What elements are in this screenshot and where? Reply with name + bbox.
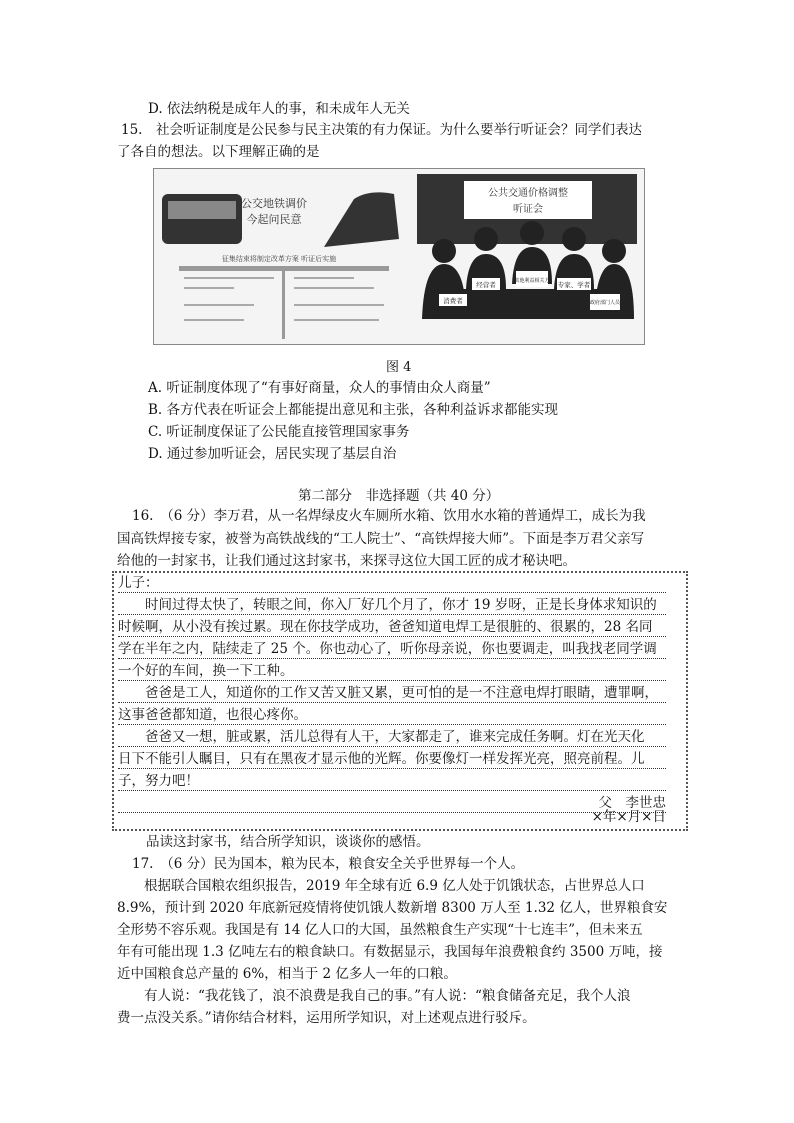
q16-prompt: 品读这封家书，结合所学知识，谈谈你的感悟。 <box>146 834 430 850</box>
label-operator: 经营者 <box>476 281 496 289</box>
figure-left-title: 公交地铁调价 <box>241 197 307 210</box>
train-icon <box>324 192 399 247</box>
label-consumer: 消费者 <box>443 297 463 305</box>
letter-line: 时间过得太快了，转眼之间，你入厂好几个月了，你才 19 岁呀，正是长身体求知识的 <box>118 596 666 615</box>
hearing-illustration <box>154 169 644 344</box>
figure-4 <box>153 168 645 345</box>
figure-right-title: 公共交通价格调整 <box>488 188 568 199</box>
q15-stem: 了各自的想法。以下理解正确的是 <box>117 144 320 160</box>
letter-line: 时候啊，从小没有挨过累。现在你技学成功，爸爸知道电焊工是很脏的、很累的，28 名同 <box>118 618 666 637</box>
label-government: 政府部门人员 <box>589 300 621 306</box>
letter-date: ×年×月×日 <box>591 809 666 825</box>
letter-line: 儿子： <box>118 574 666 593</box>
q17-text: 根据联合国粮农组织报告，2019 年全球有近 6.9 亿人处于饥饿状态，占世界总人口 <box>117 878 645 894</box>
letter-line: 一个好的车间，换一下工种。 <box>118 662 666 681</box>
q15-option-b: B. 各方代表在听证会上都能提出意见和主张，各种利益诉求都能实现 <box>148 402 559 418</box>
q15-option-c: C. 听证制度保证了公民能直接管理国家事务 <box>148 424 410 440</box>
section-title: 第二部分 非选择题（共 40 分） <box>298 488 500 504</box>
q16-stem: 国高铁焊接专家，被誉为高铁战线的“工人院士”、“高铁焊接大师”。下面是李万君父亲写 <box>117 531 645 547</box>
q17-text: 年有可能出现 1.3 亿吨左右的粮食缺口。有数据显示，我国每年浪费粮食约 3500 万吨，接 <box>117 944 663 960</box>
q15-option-d: D. 通过参加听证会，居民实现了基层自治 <box>148 446 397 462</box>
q15-option-a: A. 听证制度体现了“有事好商量，众人的事情由众人商量” <box>148 380 491 396</box>
q16-stem: 16. （6 分）李万君，从一名焊绿皮火车厕所水箱、饮用水水箱的普通焊工，成长为我 <box>132 508 646 524</box>
q17-text: 全形势不容乐观。我国是有 14 亿人口的大国，虽然粮食生产实现“十七连丰”，但未来五 <box>117 922 643 938</box>
q17-text: 有人说：“我花钱了，浪不浪费是我自己的事。”有人说：“粮食储备充足，我个人浪 <box>117 988 631 1004</box>
q17-text: 近中国粮食总产量的 6%，相当于 2 亿多人一年的口粮。 <box>117 966 457 982</box>
q16-stem: 给他的一封家书，让我们通过这封家书，来探寻这位大国工匠的成才秘诀吧。 <box>117 553 576 569</box>
letter-line: 爸爸又一想，脏或累，活儿总得有人干，大家都走了，谁来完成任务啊。灯在光天化 <box>118 728 666 747</box>
q14-option-d: D. 依法纳税是成年人的事，和未成年人无关 <box>148 101 410 117</box>
letter-signature: 父 李世忠 <box>118 794 666 813</box>
letter-line: 学在半年之内，陆续走了 25 个。你也动心了，听你母亲说，你也要调走，叫我找老同学调 <box>118 640 666 659</box>
letter-line: 子，努力吧！ <box>118 772 666 791</box>
q15-stem: 15. 社会听证制度是公民参与民主决策的有力保证。为什么要举行听证会？同学们表达 <box>121 122 642 138</box>
q17-text: 费一点没关系。”请你结合材料，运用所学知识，对上述观点进行驳斥。 <box>117 1010 536 1026</box>
figure-caption: 图 4 <box>386 360 412 375</box>
letter-line: 这事爸爸都知道，也很心疼你。 <box>118 706 666 725</box>
letter-line: 爸爸是工人，知道你的工作又苦又脏又累，更可怕的是一不注意电焊打眼睛，遭罪啊， <box>118 684 666 703</box>
letter-line: 日下不能引人瞩目，只有在黑夜才显示他的光辉。你要像灯一样发挥光亮，照亮前程。儿 <box>118 750 666 769</box>
figure-left-subtitle: 征集结束将制定改革方案 听证后实施 <box>221 255 337 263</box>
figure-left-title: 今起问民意 <box>246 213 302 226</box>
label-stakeholders: 其他利益相关方 <box>514 278 550 284</box>
figure-right-title: 听证会 <box>513 204 543 215</box>
q17-stem: 17. （6 分）民为国本，粮为民本，粮食安全关乎世界每一个人。 <box>132 856 525 872</box>
label-experts: 专家、学者 <box>557 281 591 289</box>
q17-text: 8.9%，预计到 2020 年底新冠疫情将使饥饿人数新增 8300 万人至 1.32 亿人，世界粮食安 <box>117 900 668 916</box>
